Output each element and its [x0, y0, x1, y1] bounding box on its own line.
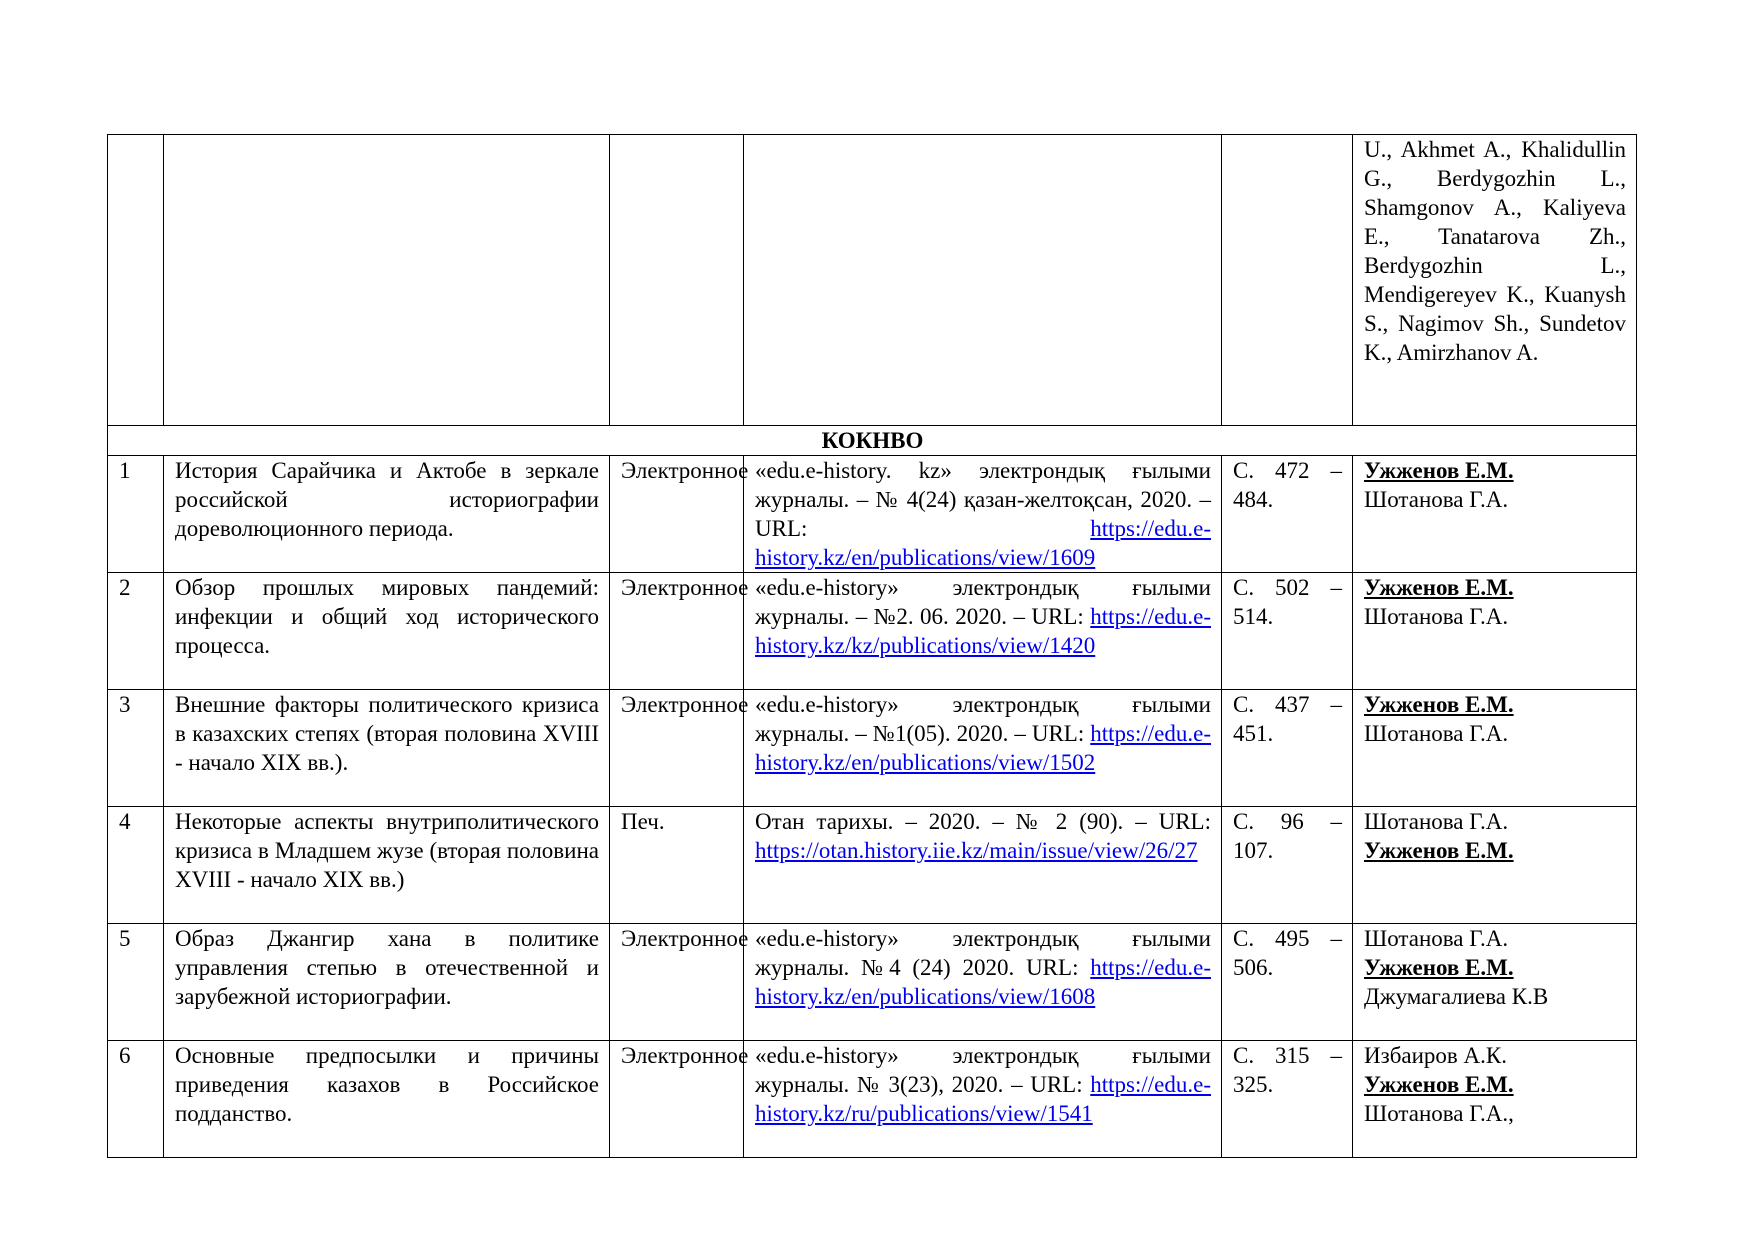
lead-author: Ужженов Е.М. [1364, 575, 1514, 600]
num-cell [108, 456, 164, 573]
authors-cell [1353, 1041, 1637, 1158]
table-row [108, 456, 1637, 573]
author: Шотанова Г.А. [1364, 926, 1509, 951]
table-row [108, 573, 1637, 690]
title-cell [164, 1041, 610, 1158]
lead-author: Ужженов Е.М. [1364, 1072, 1514, 1097]
pages-cell [1222, 690, 1353, 807]
source-text: «edu.e-history» электрондық ғылыми журналы. – №2. 06. 2020. – URL: [755, 575, 1211, 629]
pages-cell [1222, 924, 1353, 1041]
publication-title: История Сарайчика и Актобе в зеркале российской историографии дореволюционного периода. [175, 458, 599, 541]
source-cell [744, 573, 1222, 690]
pages-cell [1222, 456, 1353, 573]
row-number: 4 [119, 809, 131, 834]
source-text: Отан тарихы. – 2020. – № 2 (90). – URL: [755, 809, 1211, 834]
source-link[interactable]: https://edu.e-history.kz/ru/publications/view/1541 [755, 1072, 1211, 1126]
row-number: 6 [119, 1043, 131, 1068]
page-range: С. 437 – 451. [1233, 692, 1342, 746]
page-range: С. 315 – 325. [1233, 1043, 1342, 1097]
num-cell [108, 924, 164, 1041]
publication-form: Электронное [621, 458, 749, 483]
lead-author: Ужженов Е.М. [1364, 692, 1514, 717]
num-cell [108, 573, 164, 690]
table-row [108, 807, 1637, 924]
source-link[interactable]: https://edu.e-history.kz/en/publications/view/1608 [755, 955, 1211, 1009]
publication-title: Обзор прошлых мировых пандемий: инфекции и общий ход исторического процесса. [175, 575, 599, 658]
authors-cell [1353, 135, 1637, 426]
publication-title: Некоторые аспекты внутриполитического кризиса в Младшем жузе (вторая половина XVIII - начало XIX вв.) [175, 809, 599, 892]
source-link[interactable]: https://otan.history.iie.kz/main/issue/view/26/27 [755, 838, 1198, 863]
publication-form: Электронное [621, 926, 749, 951]
source-link[interactable]: https://edu.e-history.kz/kz/publications/view/1420 [755, 604, 1211, 658]
table-row [108, 690, 1637, 807]
source-link[interactable]: https://edu.e-history.kz/en/publications/view/1609 [755, 516, 1211, 570]
title-cell [164, 456, 610, 573]
author: Шотанова Г.А. [1364, 809, 1509, 834]
source-cell [744, 135, 1222, 426]
form-cell [610, 573, 749, 690]
form-cell [610, 690, 749, 807]
form-cell [610, 807, 744, 924]
authors-cell [1353, 807, 1637, 924]
author: Шотанова Г.А. [1364, 721, 1509, 746]
form-cell [610, 924, 749, 1041]
publication-title: Внешние факторы политического кризиса в казахских степях (вторая половина XVIII - начало XIX вв.). [175, 692, 599, 775]
authors-text: U., Akhmet A., Khalidullin G., Berdygozhin L., Shamgonov A., Kaliyeva E., Tanatarova Zh., Berdygozhin L., Mendigereyev K., Kuanysh S., Nagimov Sh., Sundetov K., Amirzhanov A. [1364, 137, 1626, 365]
source-cell [744, 456, 1222, 573]
title-cell [164, 924, 610, 1041]
continuation-row [108, 135, 1637, 426]
form-cell [610, 135, 744, 426]
row-number: 2 [119, 575, 131, 600]
pages-cell [1222, 1041, 1353, 1158]
form-cell [610, 1041, 749, 1158]
publication-form: Печ. [621, 809, 665, 834]
page-range: С. 472 – 484. [1233, 458, 1342, 512]
publication-form: Электронное [621, 575, 749, 600]
author: Джумагалиева К.В [1364, 984, 1549, 1009]
page-range: С. 96 – 107. [1233, 809, 1342, 863]
pages-cell [1222, 573, 1353, 690]
publications-table [107, 134, 1637, 1158]
page-range: С. 502 – 514. [1233, 575, 1342, 629]
author: Шотанова Г.А. [1364, 487, 1509, 512]
source-cell [744, 807, 1222, 924]
table-row [108, 924, 1637, 1041]
author: Шотанова Г.А. [1364, 604, 1509, 629]
lead-author: Ужженов Е.М. [1364, 458, 1514, 483]
num-cell [108, 1041, 164, 1158]
title-cell [164, 807, 610, 924]
authors-cell [1353, 573, 1637, 690]
title-cell [164, 135, 610, 426]
pages-cell [1222, 807, 1353, 924]
num-cell [108, 135, 164, 426]
source-text: «edu.e-history. kz» электрондық ғылыми журналы. – № 4(24) қазан-желтоқсан, 2020. – URL: [755, 458, 1211, 541]
authors-cell [1353, 690, 1637, 807]
row-number: 5 [119, 926, 131, 951]
author: Шотанова Г.А., [1364, 1101, 1514, 1126]
lead-author: Ужженов Е.М. [1364, 955, 1514, 980]
source-text: «edu.e-history» электрондық ғылыми журналы. № 3(23), 2020. – URL: [755, 1043, 1211, 1097]
source-cell [744, 1041, 1222, 1158]
section-title: КОКНВО [108, 426, 1637, 456]
author: Избаиров А.К. [1364, 1043, 1507, 1068]
source-cell [744, 924, 1222, 1041]
source-link[interactable]: https://edu.e-history.kz/en/publications/view/1502 [755, 721, 1211, 775]
publication-form: Электронное [621, 692, 749, 717]
source-text: «edu.e-history» электрондық ғылыми журналы. – №1(05). 2020. – URL: [755, 692, 1211, 746]
title-cell [164, 573, 610, 690]
num-cell [108, 807, 164, 924]
section-row [108, 426, 1637, 456]
publication-title: Основные предпосылки и причины приведения казахов в Российское подданство. [175, 1043, 599, 1126]
table-row [108, 1041, 1637, 1158]
authors-cell [1353, 924, 1637, 1041]
authors-cell [1353, 456, 1637, 573]
source-cell [744, 690, 1222, 807]
row-number: 1 [119, 458, 131, 483]
page-range: С. 495 – 506. [1233, 926, 1342, 980]
title-cell [164, 690, 610, 807]
publication-title: Образ Джангир хана в политике управления степью в отечественной и зарубежной историографии. [175, 926, 599, 1009]
row-number: 3 [119, 692, 131, 717]
publication-form: Электронное [621, 1043, 749, 1068]
pages-cell [1222, 135, 1353, 426]
source-text: «edu.e-history» электрондық ғылыми журналы. №4 (24) 2020. URL: [755, 926, 1211, 980]
form-cell [610, 456, 749, 573]
lead-author: Ужженов Е.М. [1364, 838, 1514, 863]
num-cell [108, 690, 164, 807]
